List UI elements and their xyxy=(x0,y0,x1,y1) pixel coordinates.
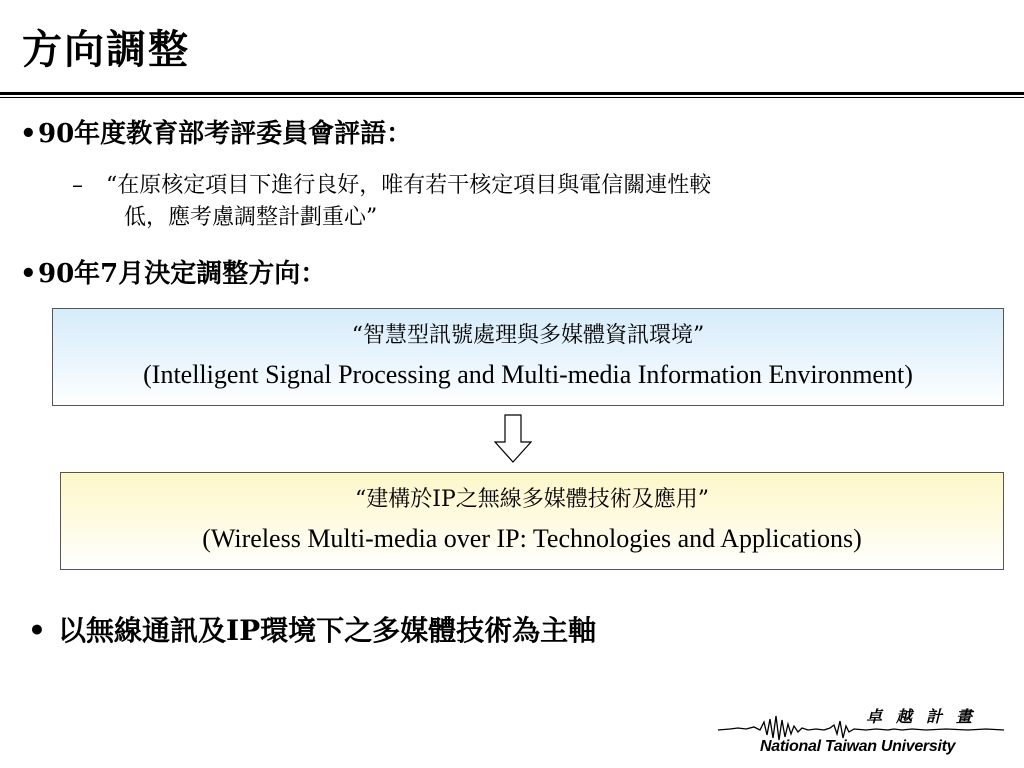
sub-bullet-marker: – xyxy=(72,173,83,198)
new-direction-chinese: “建構於IP之無線多媒體技術及應用” xyxy=(355,487,709,512)
bullet-text: 以無線通訊及IP環境下之多媒體技術為主軸 xyxy=(58,614,597,647)
original-direction-english: (Intelligent Signal Processing and Multi-media Information Environment) xyxy=(143,360,913,389)
new-direction-box xyxy=(60,472,1004,570)
title-divider xyxy=(0,92,1024,95)
bullet-item-adjustment xyxy=(20,256,326,292)
original-direction-chinese: “智慧型訊號處理與多媒體資訊環境” xyxy=(351,323,705,348)
bullet-marker: • xyxy=(20,119,37,149)
quote-line-2: 低，應考慮調整計劃重心” xyxy=(124,205,378,230)
bullet-text: 90年7月決定調整方向： xyxy=(38,259,327,289)
bullet-item-focus xyxy=(28,612,596,650)
quote-line-1: “在原核定項目下進行良好，唯有若干核定項目與電信關連性較 xyxy=(106,173,712,198)
original-direction-box xyxy=(52,308,1004,406)
bullet-marker: • xyxy=(28,614,46,647)
bullet-marker: • xyxy=(20,259,37,289)
evaluation-quote xyxy=(72,170,992,234)
new-direction-english: (Wireless Multi-media over IP: Technologies and Applications) xyxy=(202,524,862,553)
bullet-text: 90年度教育部考評委員會評語： xyxy=(38,119,413,149)
down-arrow-icon xyxy=(494,414,532,464)
slide-title: 方向調整 xyxy=(22,26,190,73)
title-divider-thin xyxy=(0,97,1024,98)
bullet-item-evaluation xyxy=(20,116,412,152)
logo-english-text: National Taiwan University xyxy=(760,738,956,755)
logo-chinese-text: 卓越計畫 xyxy=(866,707,987,726)
